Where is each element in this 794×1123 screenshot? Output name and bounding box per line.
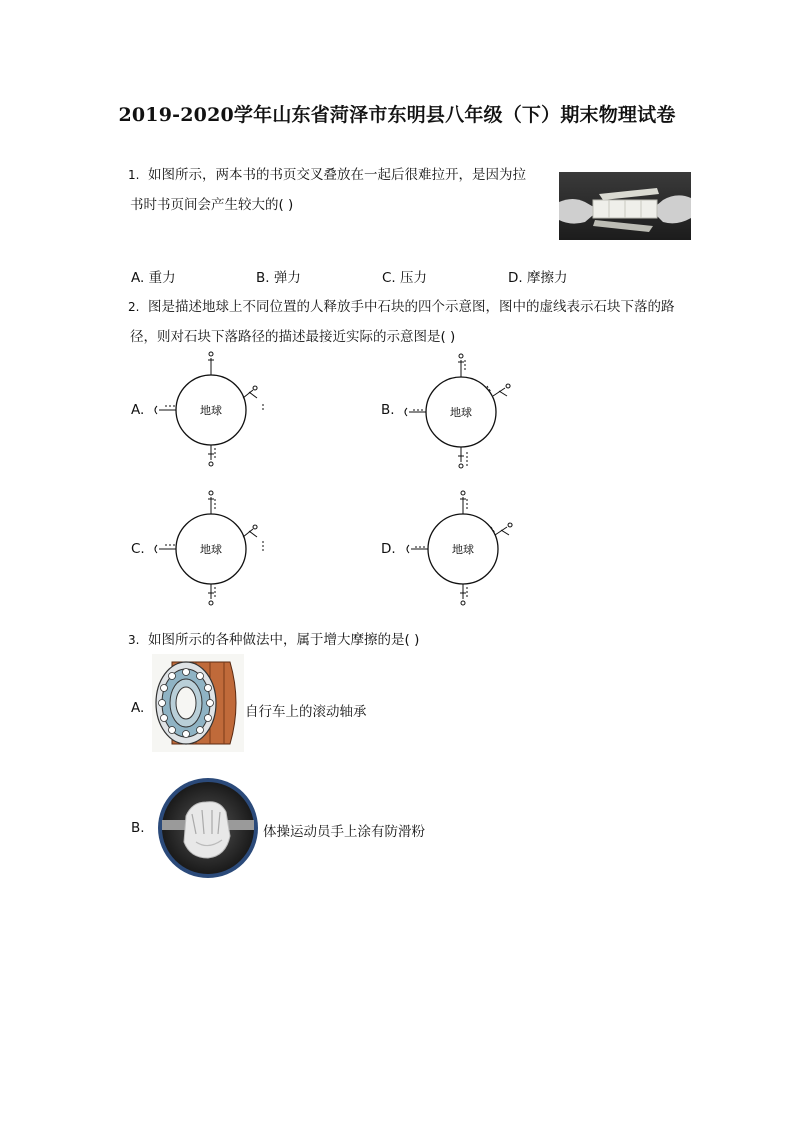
page-title: 2019-2020学年山东省菏泽市东明县八年级（下）期末物理试卷	[118, 104, 676, 126]
option-text: 压力	[400, 270, 428, 286]
earth-label: 地球	[200, 543, 222, 556]
option-d[interactable]	[508, 266, 567, 286]
earth-label: 地球	[452, 543, 474, 556]
option-c[interactable]	[382, 266, 427, 286]
option-label: D.	[508, 270, 523, 286]
person-left	[155, 545, 176, 553]
person-left	[407, 545, 428, 553]
option-b[interactable]	[256, 266, 301, 286]
gymnast-hand-image	[156, 776, 260, 880]
earth-diagram-c	[145, 487, 275, 612]
question-1	[128, 163, 526, 213]
diagram-option-d-label[interactable]: D.	[381, 541, 396, 557]
person-bottom	[208, 584, 215, 605]
question-text-line: 径，则对石块下落路径的描述最接近实际的示意图是( )	[130, 329, 456, 345]
option-text: 摩擦力	[526, 270, 568, 286]
person-top	[208, 491, 215, 514]
person-top	[460, 491, 467, 514]
question-text-line: 如图所示，两本书的书页交叉叠放在一起后很难拉开，是因为拉	[148, 167, 527, 183]
diagram-option-a-label[interactable]: A.	[131, 402, 145, 418]
person-bottom	[208, 445, 215, 466]
option-b[interactable]: B.	[131, 820, 145, 836]
option-caption: 体操运动员手上涂有防滑粉	[263, 824, 425, 840]
option-a[interactable]	[131, 266, 176, 286]
question-number: 1.	[128, 168, 140, 182]
earth-diagram-d	[395, 487, 525, 612]
question-text-line: 书时书页间会产生较大的( )	[130, 197, 294, 213]
earth-diagram-a	[145, 348, 275, 473]
person-top	[208, 352, 214, 375]
option-caption: 自行车上的滚动轴承	[245, 704, 367, 720]
question-text-line: 如图所示的各种做法中，属于增大摩擦的是( )	[148, 632, 420, 648]
diagram-option-b-label[interactable]: B.	[381, 402, 395, 418]
person-left	[155, 406, 176, 414]
question-number: 2.	[128, 300, 140, 314]
diagram-option-c-label[interactable]: C.	[131, 541, 145, 557]
person-bottom	[460, 584, 467, 605]
question-text-line: 图是描述地球上不同位置的人释放手中石块的四个示意图，图中的虚线表示石块下落的路	[148, 299, 675, 315]
person-top	[458, 354, 465, 377]
person-bottom	[458, 447, 467, 468]
earth-diagram-b	[395, 348, 525, 473]
option-text: 重力	[148, 270, 176, 286]
roller-bearing-image	[152, 654, 244, 752]
question-2	[128, 295, 675, 345]
earth-label: 地球	[200, 404, 222, 417]
option-label: B.	[256, 270, 270, 286]
option-label: C.	[382, 270, 396, 286]
option-label: A.	[131, 270, 145, 286]
books-photo	[559, 172, 691, 240]
question-3	[128, 628, 419, 648]
option-text: 弹力	[273, 270, 301, 286]
question-number: 3.	[128, 633, 140, 647]
person-left	[405, 408, 426, 416]
earth-label: 地球	[450, 406, 472, 419]
option-a[interactable]: A.	[131, 700, 145, 716]
